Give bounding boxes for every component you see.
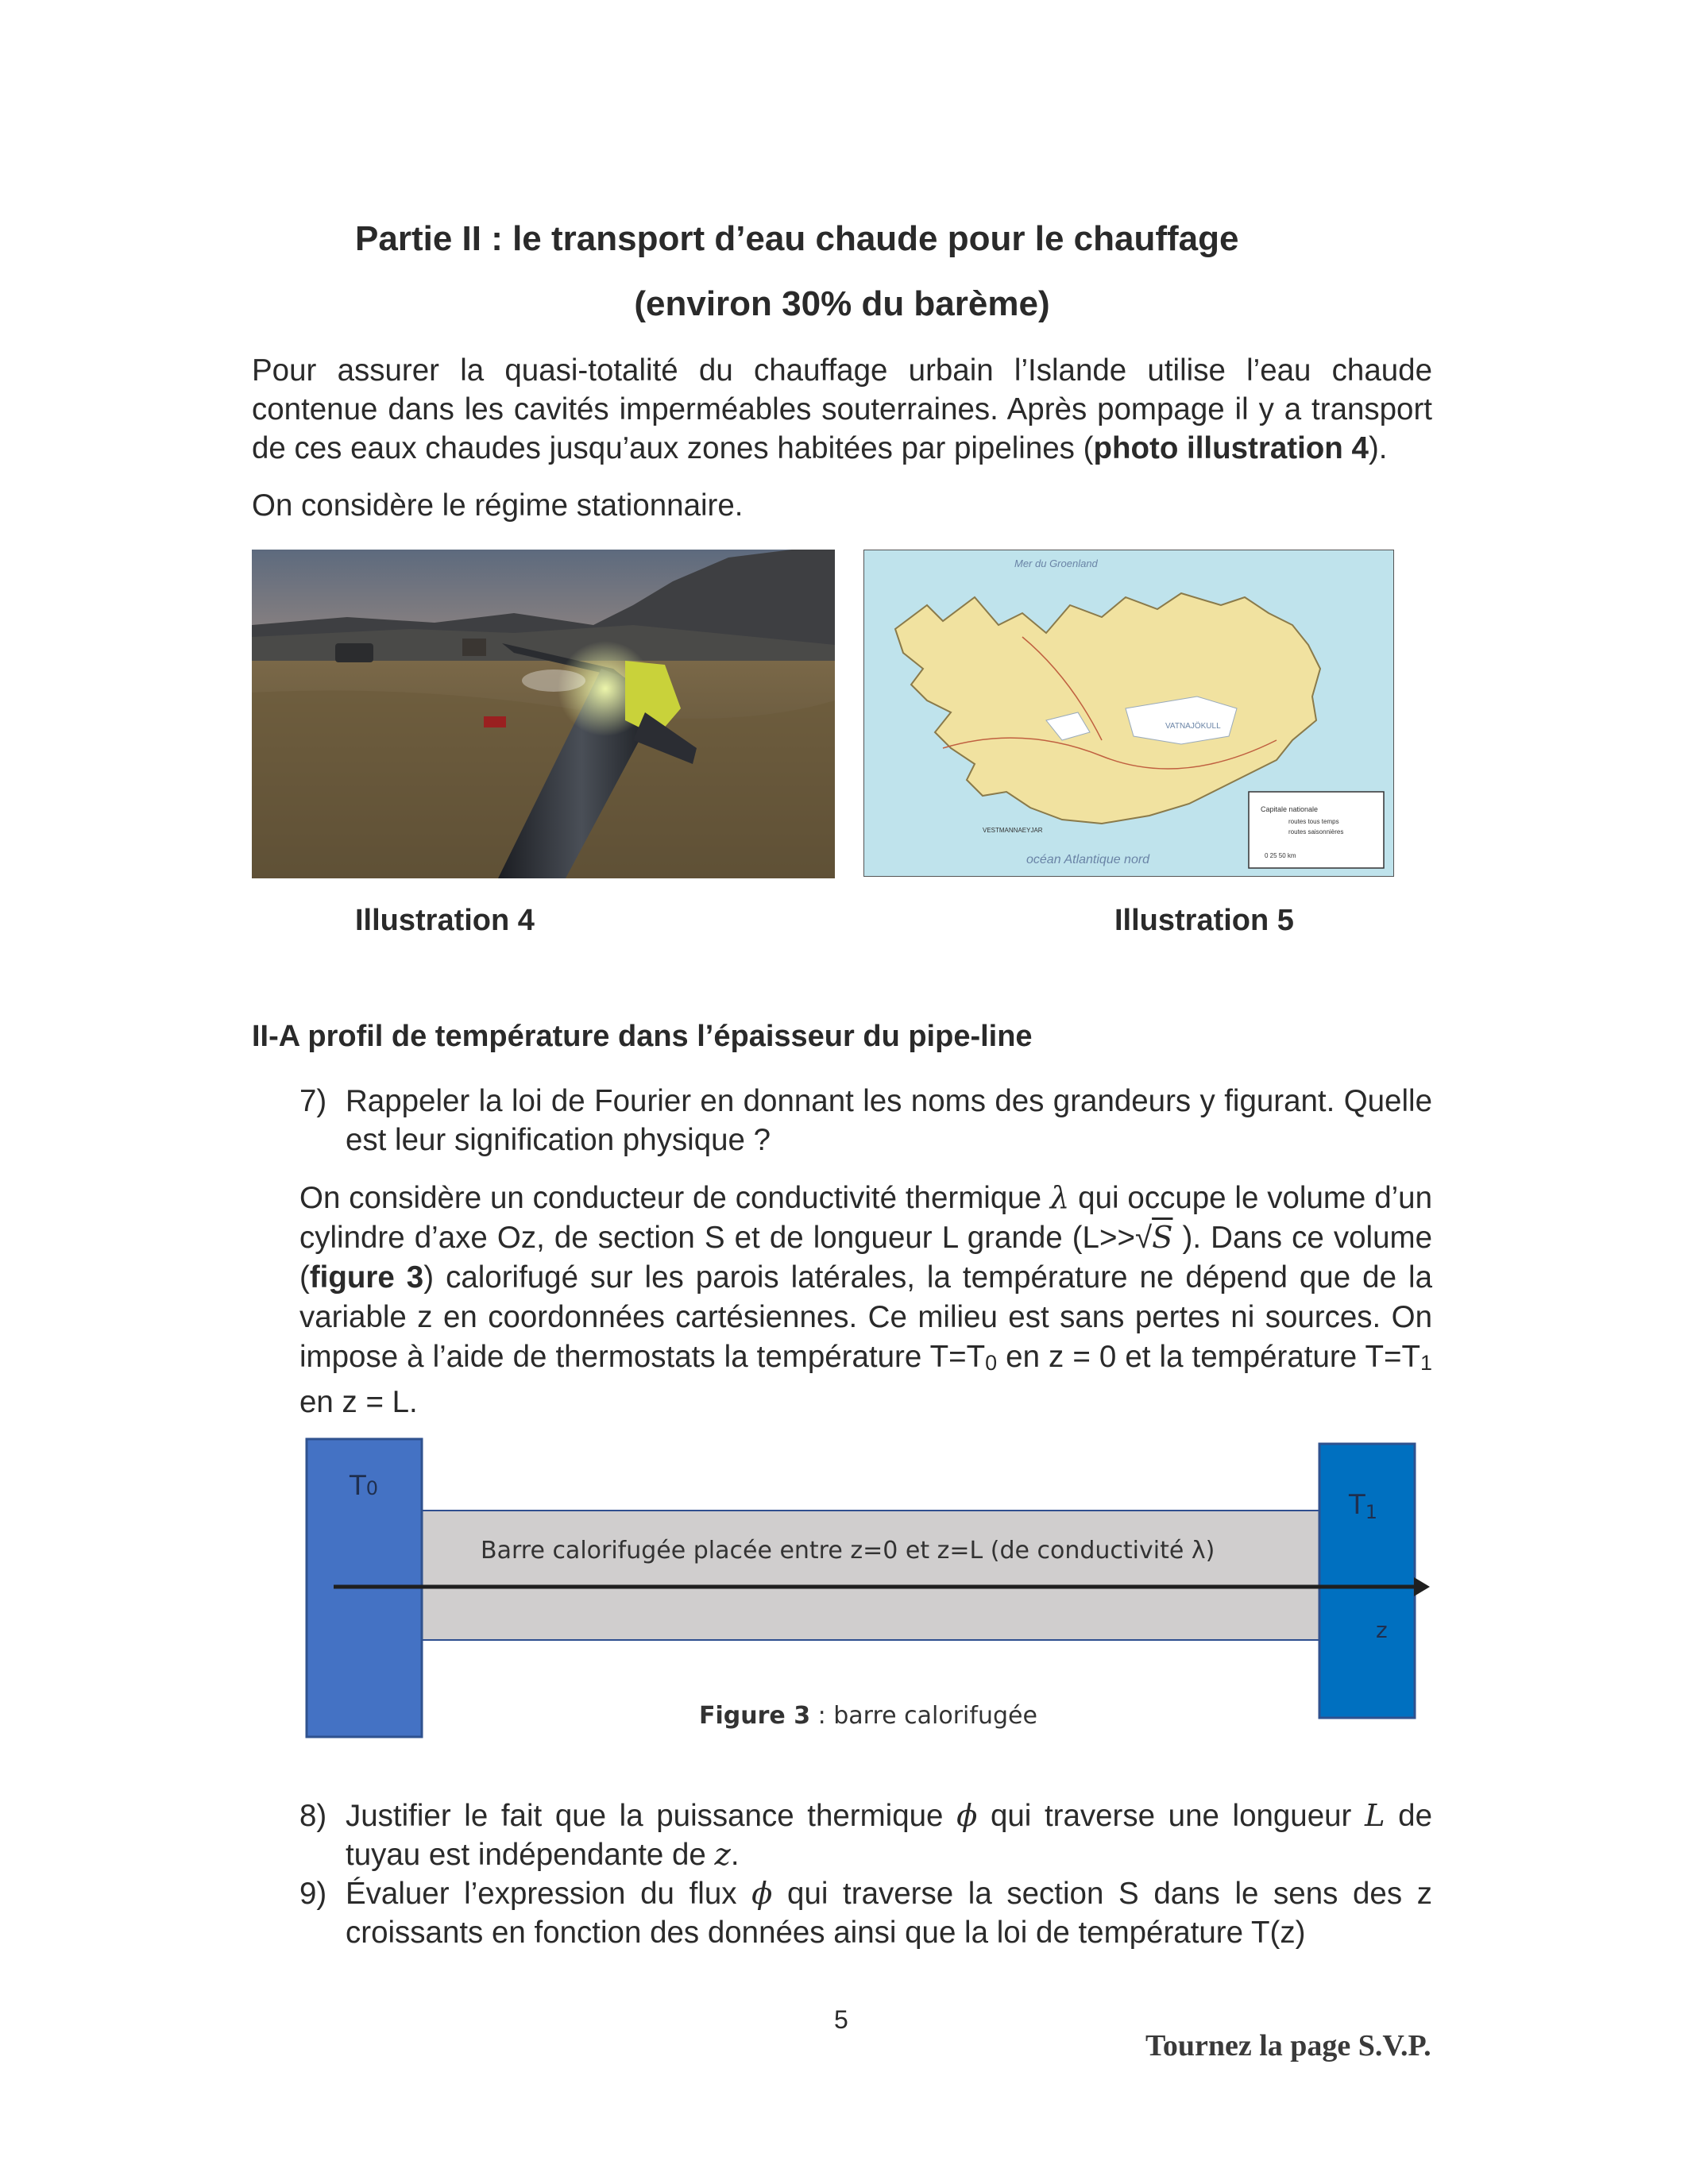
- label-t0: T0: [350, 1470, 379, 1502]
- map-legend-capital: Capitale nationale: [1261, 805, 1319, 813]
- axis-label-z: z: [1376, 1617, 1388, 1643]
- map-legend-roads1: routes tous temps: [1288, 818, 1339, 825]
- map-island-south: VESTMANNAEYJAR: [983, 827, 1043, 834]
- caption-illustration-4: Illustration 4: [355, 904, 535, 937]
- steady-state-note: On considère le régime stationnaire.: [252, 488, 744, 523]
- pipeline-photo: [252, 550, 835, 878]
- page-number: 5: [834, 2005, 848, 2034]
- question-9: 9) Évaluer l’expression du flux ϕ qui traverse la section S dans le sens des z croissants en fonction des données ainsi que la loi de température T(z): [299, 1876, 1432, 1950]
- bar-rectangle: [421, 1511, 1323, 1640]
- question-8: 8) Justifier le fait que la puissance thermique ϕ qui traverse une longueur L de tuyau est indépendante de z.: [299, 1798, 1433, 1873]
- map-sea-north: Mer du Groenland: [1014, 558, 1098, 569]
- figure-reference: figure 3: [309, 1260, 424, 1295]
- label-t1: T1: [1349, 1489, 1378, 1523]
- z-axis-arrowhead: [1414, 1577, 1430, 1596]
- bar-label: Barre calorifugée placée entre z=0 et z=L (de conductivité λ): [481, 1537, 1215, 1565]
- figure-3: [302, 1439, 1430, 1753]
- iceland-map: [863, 550, 1394, 877]
- map-legend-scale: 0 25 50 km: [1265, 852, 1296, 859]
- thermostat-right: [1319, 1444, 1415, 1718]
- section-heading: II-A profil de température dans l’épaisseur du pipe-line: [252, 1020, 1033, 1053]
- map-glacier: VATNAJÖKULL: [1165, 722, 1221, 731]
- conductor-description: On considère un conducteur de conductivité thermique λ qui occupe le volume d’un cylindre d’axe Oz, de section S et de longueur L grande (L>>√S ). Dans ce volume (figure 3) calorifugé sur les parois latérales, la température ne dépend que de la variable z en coordonnées cartésiennes. Ce milieu est sans pertes ni sources. On impose à l’aide de thermostats la température $T=T_0$ en z = 0 et la température $T=T_1$ en z = L.: [299, 1180, 1433, 1419]
- map-legend-roads2: routes saisonnières: [1288, 828, 1344, 835]
- caption-illustration-5: Illustration 5: [1114, 904, 1294, 937]
- question-7: 7) Rappeler la loi de Fourier en donnant les noms des grandeurs y figurant. Quelle est leur signification physique ?: [299, 1084, 1432, 1157]
- turn-page-note: Tournez la page S.V.P.: [1145, 2029, 1431, 2062]
- intro-paragraph: Pour assurer la quasi-totalité du chauffage urbain l’Islande utilise l’eau chaude contenue dans les cavités imperméables souterraines. Après pompage il y a transport de ces eaux chaudes jusqu’aux zones habitées par pipelines (photo illustration 4).: [252, 353, 1432, 465]
- map-sea-south: océan Atlantique nord: [1026, 853, 1150, 866]
- figure-caption: Figure 3 : barre calorifugée: [699, 1702, 1037, 1730]
- page-subtitle: (environ 30% du barème): [634, 284, 1050, 323]
- photo-reference: photo illustration 4: [1093, 431, 1369, 465]
